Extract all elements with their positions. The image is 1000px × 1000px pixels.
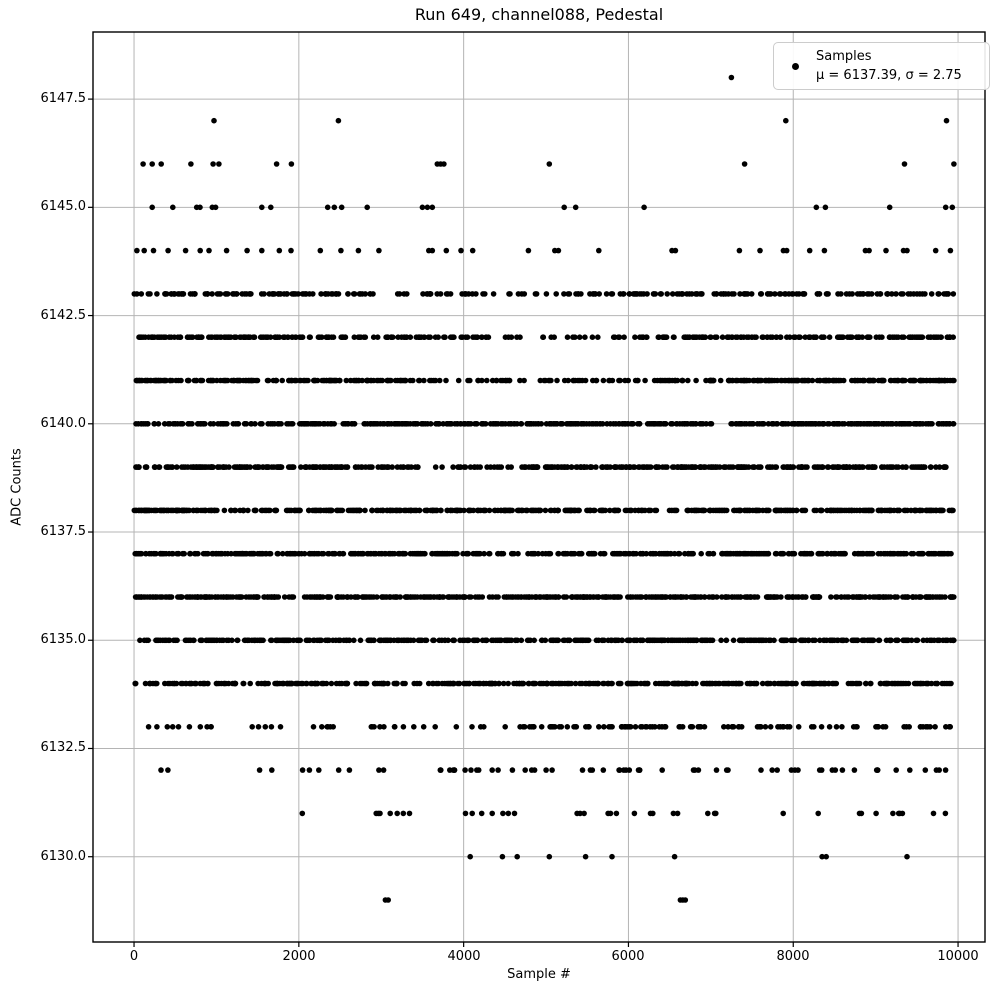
y-tick-label: 6142.5 [40,308,86,323]
y-axis-label: ADC Counts [9,448,25,526]
y-tick-label: 6130.0 [40,849,86,864]
tick-marks [88,99,958,947]
grid [93,32,985,942]
y-tick-label: 6137.5 [40,524,86,539]
plot-title: Run 649, channel088, Pedestal [414,5,664,24]
x-tick-label: 2000 [282,949,316,964]
y-tick-label: 6132.5 [40,740,86,755]
x-tick-label: 4000 [447,949,481,964]
x-tick-label: 10000 [937,949,979,964]
y-tick-label: 6147.5 [40,91,86,106]
y-tick-label: 6145.0 [40,199,86,214]
legend [773,42,990,90]
dot-marker-icon [792,63,799,70]
legend-stats-label: μ = 6137.39, σ = 2.75 [816,68,962,83]
y-tick-label: 6140.0 [40,416,86,431]
x-axis-label: Sample # [507,967,571,982]
x-tick-label: 6000 [611,949,645,964]
legend-marker-column [774,63,816,70]
x-tick-label: 8000 [776,949,810,964]
legend-series-label: Samples [816,49,872,64]
axes-spines [93,32,985,942]
y-tick-label: 6135.0 [40,632,86,647]
legend-text [816,47,962,85]
scatter-points [132,75,957,903]
x-tick-label: 0 [129,949,139,964]
